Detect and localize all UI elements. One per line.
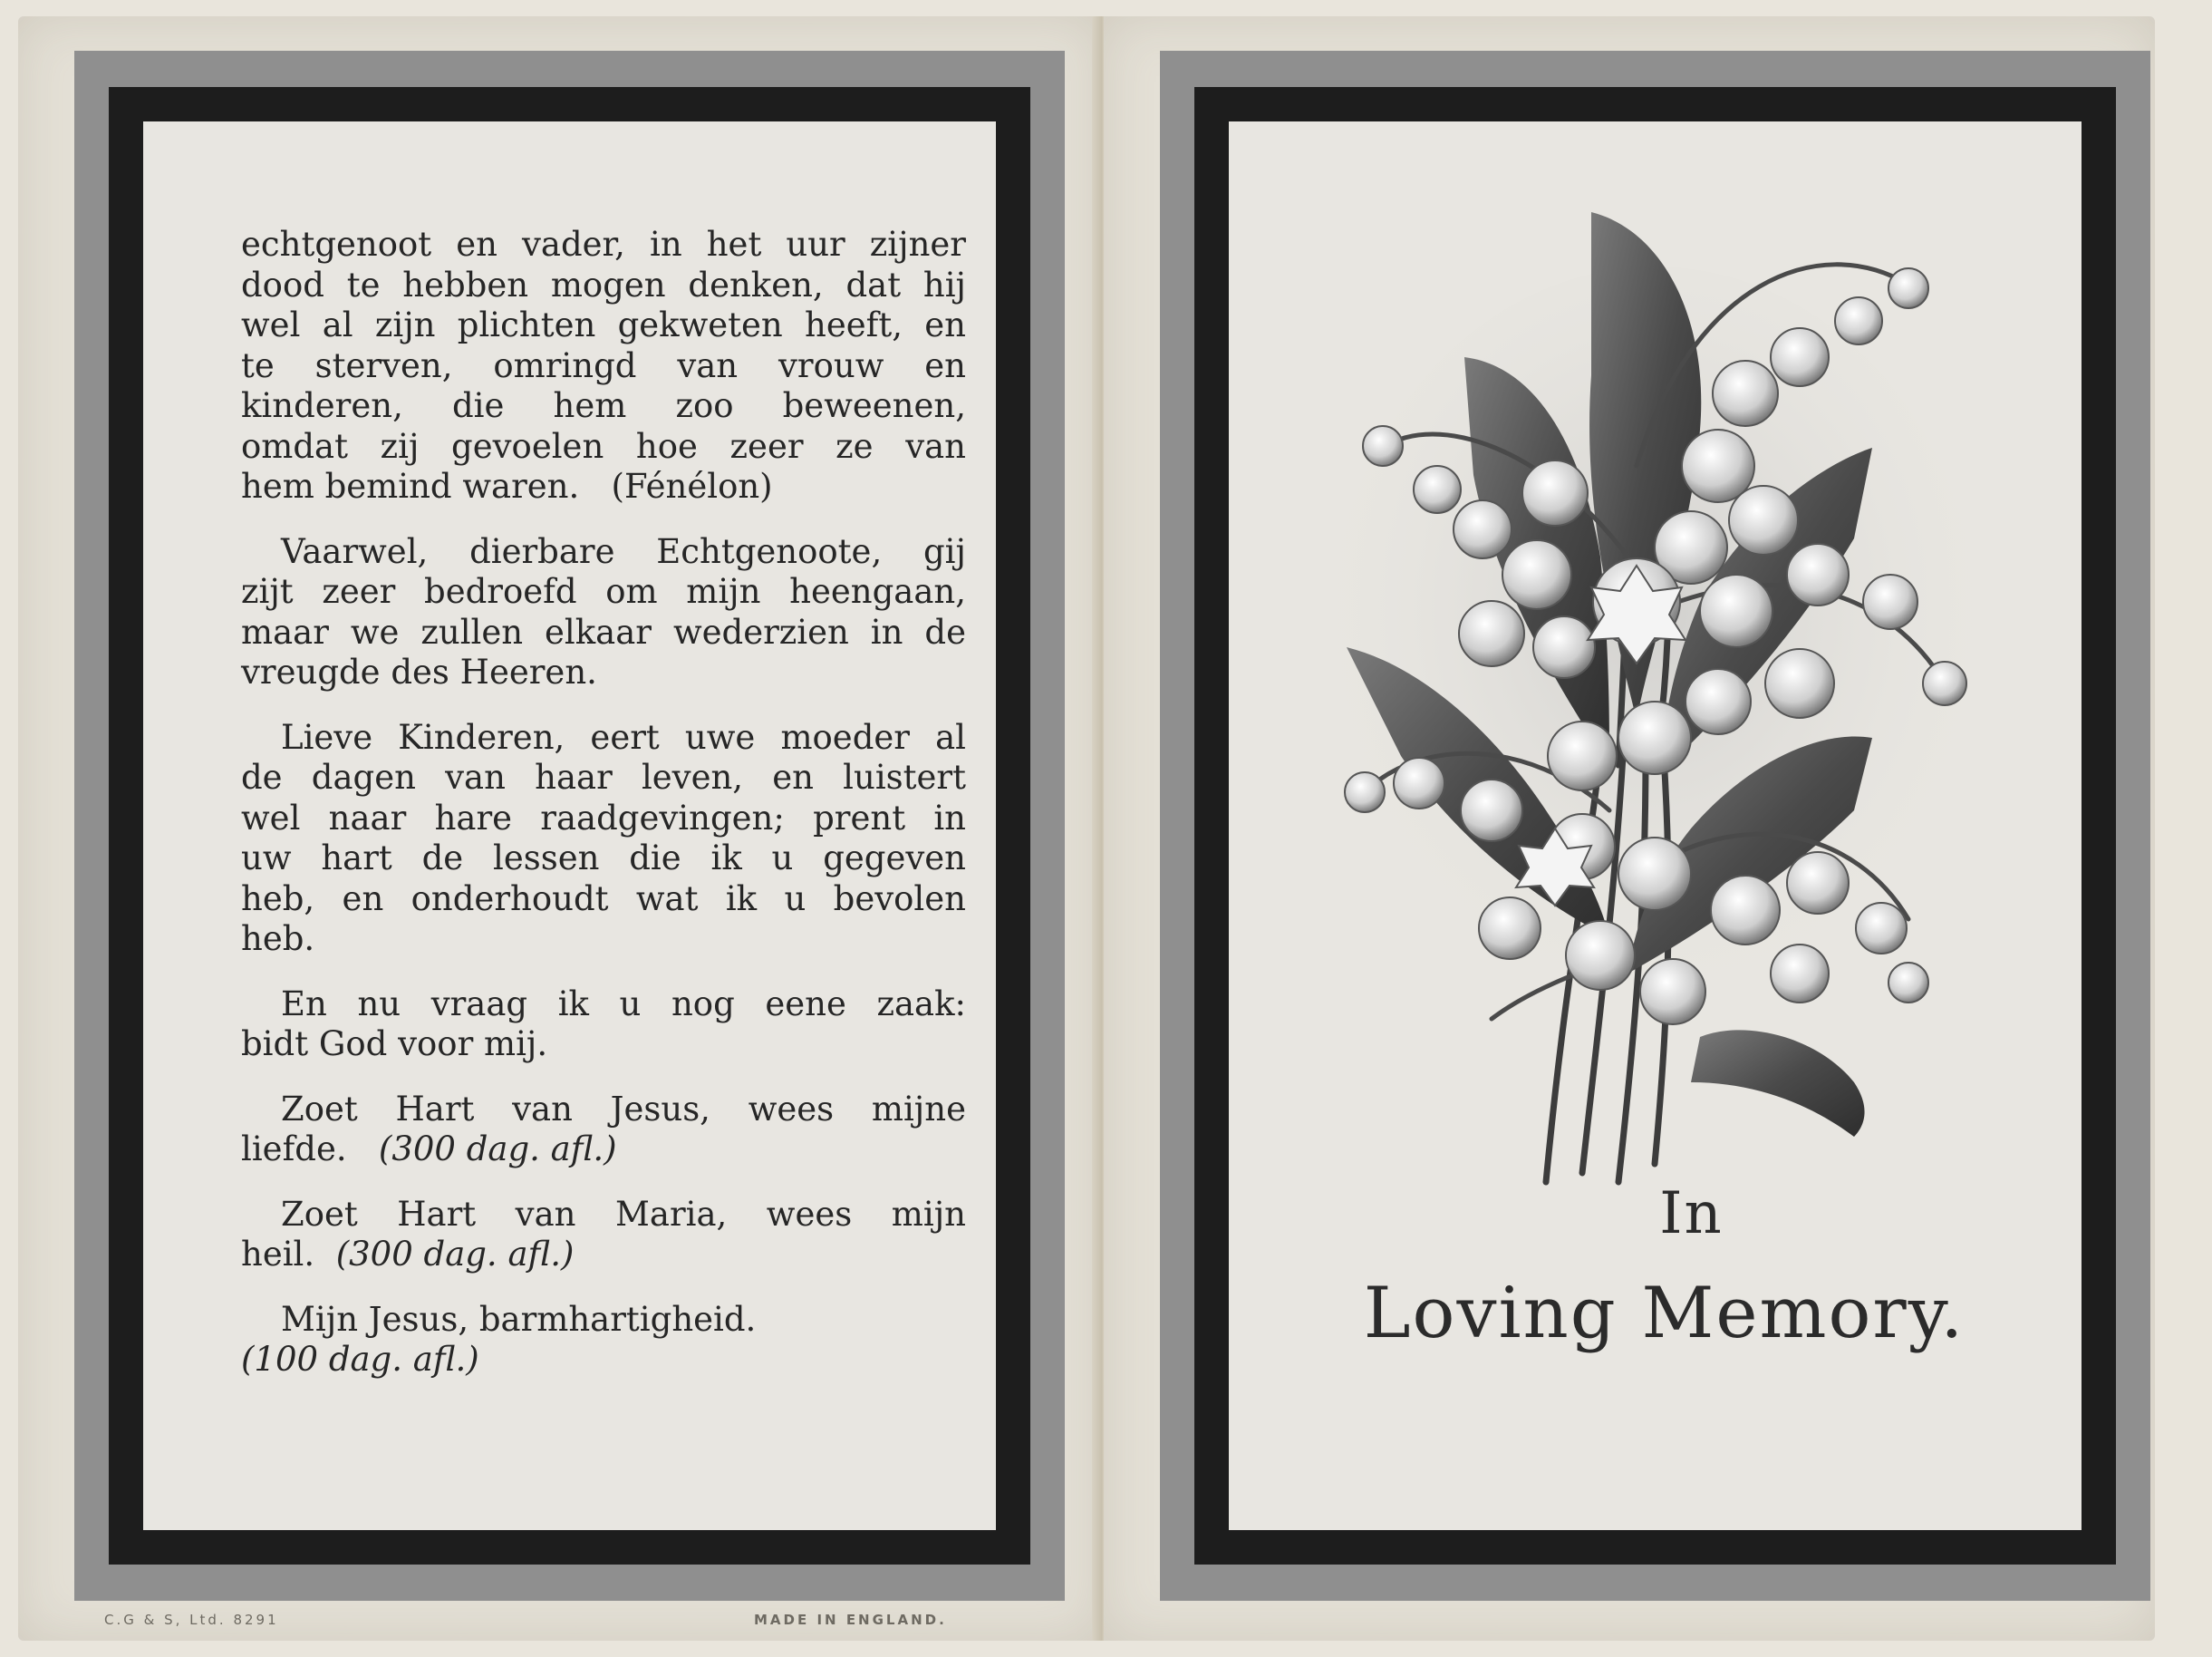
right-page: [1104, 16, 2155, 1641]
text-line: de dagen van haar leven, en luistert: [241, 758, 966, 797]
title-in: In: [1659, 1180, 1724, 1247]
text-line: Vaarwel, dierbare Echtgenoote, gij: [281, 531, 966, 571]
indulgence-note: (300 dag. afl.): [335, 1235, 575, 1274]
text-line: echtgenoot en vader, in het uur zijner: [241, 225, 966, 264]
text-line: vreugde des Heeren.: [241, 653, 597, 692]
text-line: wel al zijn plichten gekweten heeft, en: [241, 305, 966, 344]
text-line: Lieve Kinderen, eert uwe moeder al: [281, 717, 966, 757]
printer-code: C.G & S, Ltd. 8291: [104, 1612, 279, 1628]
text-line: heb, en onderhoudt wat ik u bevolen: [241, 878, 966, 918]
text-line-start: liefde.: [241, 1129, 347, 1168]
text-line: Mijn Jesus, barmhartigheid.: [281, 1299, 757, 1339]
title-word-memory: Memory.: [1641, 1273, 1966, 1354]
text-line: bidt God voor mij.: [241, 1024, 548, 1063]
paragraph-4: [241, 984, 966, 1065]
indulgence-note: (300 dag. afl.): [378, 1129, 617, 1168]
text-line: heb.: [241, 919, 315, 958]
lily-of-the-valley-icon: [1310, 176, 1999, 1209]
paragraph-7: [241, 1300, 966, 1381]
text-line: wel naar hare raadgevingen; prent in: [241, 798, 966, 838]
left-page: [18, 16, 1101, 1641]
text-panel: [143, 121, 996, 1530]
text-line: omdat zij gevoelen hoe zeer ze van: [241, 426, 966, 466]
title-word-loving: Loving: [1363, 1273, 1618, 1354]
text-line: uw hart de lessen die ik u gegeven: [241, 838, 966, 877]
text-line-start: heil.: [241, 1235, 315, 1274]
text-line: maar we zullen elkaar wederzien in de: [241, 612, 966, 652]
text-line: Zoet Hart van Jesus, wees mijne: [281, 1089, 966, 1129]
text-line: Zoet Hart van Maria, wees mijn: [281, 1194, 966, 1234]
text-line: dood te hebben mogen denken, dat hij: [241, 265, 966, 305]
text-line: [241, 1129, 966, 1170]
paragraph-3: [241, 718, 966, 960]
paragraph-5: [241, 1090, 966, 1170]
memorial-text: [241, 225, 966, 1381]
indulgence-note: (100 dag. afl.): [241, 1340, 479, 1379]
text-line: te sterven, omringd van vrouw en: [241, 345, 966, 385]
paragraph-2: [241, 532, 966, 693]
paragraph-6: [241, 1195, 966, 1275]
text-line: En nu vraag ik u nog eene zaak:: [281, 984, 966, 1023]
cover-panel: [1229, 121, 2082, 1530]
text-line: [241, 1235, 966, 1275]
text-line: kinderen, die hem zoo beweenen,: [241, 386, 966, 425]
made-in-england: MADE IN ENGLAND.: [754, 1612, 947, 1628]
text-line: hem bemind waren. (Fénélon): [241, 467, 773, 506]
paragraph-1: [241, 225, 966, 508]
title-loving-memory: [1238, 1273, 2091, 1354]
text-line: zijt zeer bedroefd om mijn heengaan,: [241, 572, 966, 611]
